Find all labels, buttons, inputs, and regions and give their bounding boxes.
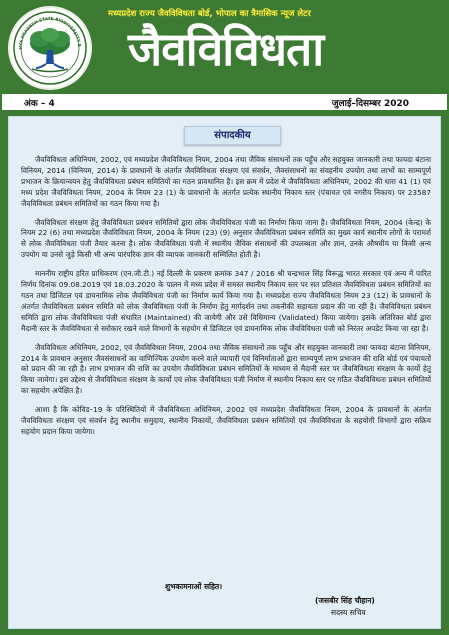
issue-period: जुलाई–दिसम्बर 2020 xyxy=(331,99,409,109)
editorial-paragraph: जैवविविधता अधिनियम, 2002, एवं जैवविविधता नियम, 2004 तथा जैविक संसाधनों तक पहुँच और सहयुक्त जानकारी तथा फायदा बंटाना विनियम, 2014 के प्रावधान अनुसार जैवसंसाधनों का वाणिज्यिक उपयोग करने वाले व्यापारी एवं विनिर्माताओं द्वारा साम्यपूर्ण लाभ प्रभाजन की राशि बोर्ड एवं पंचायतों को प्रदान की जा रही है। लाभ प्रभाजन की राशि का उपयोग जैवविविधता प्रबंधन समितियों के माध्यम से मैदानी स्तर पर जैवविविधता संरक्षण के कार्यो हेतु किया जायेगा। इस उद्देश्य से जैवविविधता संरक्षण के कार्यो एवं लोक जैवविविधता पंजी निर्माण में स्थानीय निकाय स्तर पर गठित जैवविविधता प्रबंधन समितियों का सहयोग अपेक्षित है। xyxy=(21,342,431,396)
editorial-paragraph: माननीय राष्ट्रीय हरित प्राधिकरण (एन.जी.टी.) नई दिल्ली के प्रकरण क्रमांक 347 / 2016 श्री चन्द्रभाल सिंह विरूद्ध भारत सरकार एवं अन्य में पारित निर्णय दिनांक 09.08.2019 एवं 18.03.2020 के पालन में मध्य प्रदेश में समस्त स्थानीय निकाय स्तर पर सत प्रतिशत जैवविविधता प्रबंधन समितियों का गठन तथा डिजिटल एवं डायनामिक लोक जैवविविधता पंजी का निर्माण कार्य किया गया है। मध्यप्रदेश राज्य जैवविविधता नियम 23 (12) के प्रावधानों के अंतर्गत जैवविविधता प्रबंधन समिति को लोक जैवविविधता पंजी के निर्माण हेतु मार्गदर्शन तथा तकनीकी सहायता प्रदान की जा रही है। जैवविविधता प्रबंधन समिति द्वारा लोक जैवविविधता पंजी संधारित (Maintained) की जायेगी और उसे विधिमान्य (Validated) किया जायेगा। इसके अतिरिक्त बोर्ड द्वारा मैदानी स्तर के जैवविविधता से सरोकार रखने वाले विभागों के सहयोग से डिजिटल एवं डायनामिक लोक जैवविविधता पंजी को निरंतर अपडेट किया जा रहा है। xyxy=(21,269,431,333)
editorial-paragraph: जैवविविधता संरक्षण हेतु जैवविविधता प्रबंधन समितियों द्वारा लोक जैवविविधता पंजी का निर्माण किया जाना है। जैवविविधता नियम, 2004 (केन्द्र) के नियम 22 (6) तथा मध्यप्रदेश जैवविविधता नियम, 2004 के नियम (23) (9) अनुसार जैवविविधता प्रबंधन समिति का मुख्य कार्य स्थानीय लोगों के परामर्श से लोक जैवविविधता पंजी तैयार करना है। लोक जैवविविधता पंजी में स्थानीय जैविक संसाधनों की उपलब्धता और ज्ञान, उनके औषधीय या किसी अन्य उपयोग या उनसे जुड़े किसी भी अन्य पारंपरिक ज्ञान की व्यापक जानकारी सम्मिलित होती है। xyxy=(21,217,431,260)
section-title: संपादकीय xyxy=(184,126,281,145)
signatory-title: सदस्य सचिव xyxy=(331,608,366,617)
issue-number: अंक – 4 xyxy=(24,99,55,109)
logo-arc-text: HYA PRADESH STATE BIODIVERSITY B xyxy=(17,15,83,50)
issue-bar xyxy=(2,94,447,110)
editorial-paragraph: जैवविविधता अधिनियम, 2002, एवं मध्यप्रदेश जैवविविधता नियम, 2004 तथा जैविक संसाधनों तक पहुँच और सहयुक्त जानकारी तथा फायदा बंटाना विनियम, 2014 (विनियम, 2014) के प्रावधानों के अंतर्गत जैवविविधता संरक्षण एवं संवर्धन, जैवसंसाधनों का संवहनीय उपयोग तथा लाभों का साम्यपूर्ण प्रभाजन के क्रियान्वयन हेतु जैवविविधता प्रबंधन समितियों का गठन प्रावधानित है। इस क्रम में प्रदेश में जैवविविधता अधिनियम, 2002 की धारा 41 (1) एवं मध्य प्रदेश जैवविविधता नियम, 2004 के नियम 23 (1) के प्रावधानों के अंतर्गत प्रत्येक स्थानीय निकाय स्तर (पंचायत एवं नगरीय निकाय) पर 23587 जैवविविधता प्रबंधन समितियों का गठन किया गया है। xyxy=(21,155,431,208)
masthead-header xyxy=(0,0,449,94)
tree-logo-icon xyxy=(10,8,90,88)
editorial-panel xyxy=(8,116,441,629)
editorial-body xyxy=(21,155,431,446)
editorial-paragraph: आशा है कि कोविड–19 के परिस्थितियों में जैवविविधता अधिनियम, 2002 एवं मध्यप्रदेश जैवविविधता नियम, 2004 के प्रावधानों के अंतर्गत जैवविविधता संरक्षण एवं संवर्धन हेतु स्थानीय समुदाय, स्थानीय निकायों, जैवविविधता प्रबंधन समितियों एवं जैवविविधता के सहयोगी विभागों द्वारा सक्रिय सहयोग प्रदान किया जायेगा। xyxy=(21,405,431,436)
closing-greeting: शुभकामनाओं सहित। xyxy=(165,582,223,591)
newsletter-subtitle: मध्यप्रदेश राज्य जैवविविधता बोर्ड, भोपाल का त्रैमासिक न्यूज लेटर xyxy=(108,9,311,19)
board-logo xyxy=(8,6,92,90)
signatory-name: (जसबीर सिंह चौहान) xyxy=(315,596,375,605)
newsletter-title: जैवविविधता xyxy=(128,22,324,76)
